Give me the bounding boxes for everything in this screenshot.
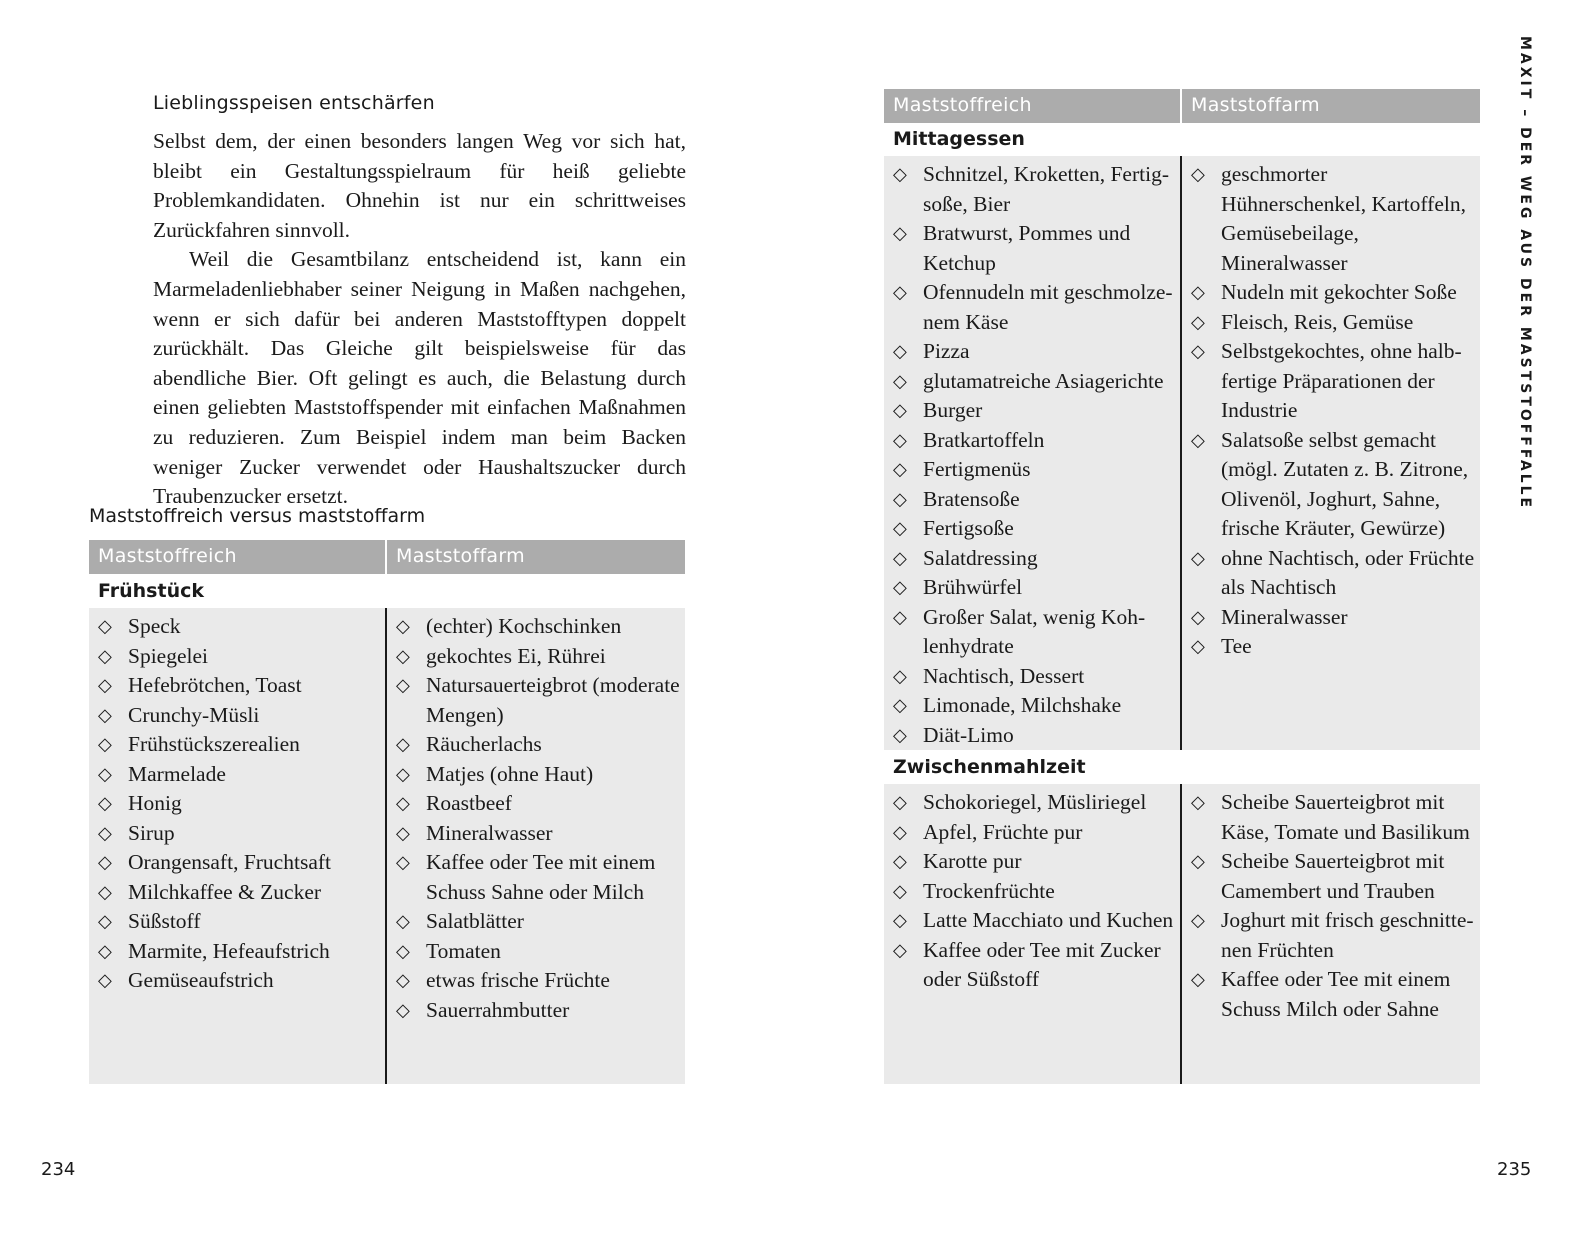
diamond-bullet-icon: ◇	[98, 616, 112, 636]
list-item	[98, 937, 380, 967]
diamond-bullet-icon: ◇	[98, 911, 112, 931]
list-item	[98, 789, 380, 819]
list-item-text: Mineralwasser	[1221, 604, 1348, 629]
header-poor: Maststoffarm	[396, 545, 525, 567]
list-item-text: Speck	[128, 614, 181, 638]
list-item	[98, 701, 380, 731]
list-item	[893, 721, 1175, 751]
list-item	[98, 848, 380, 878]
diamond-bullet-icon: ◇	[893, 939, 907, 960]
list-item	[396, 642, 682, 672]
list-item-text: Fleisch, Reis, Gemüse	[1221, 309, 1414, 334]
list-item	[396, 671, 682, 730]
list-item-text: glutamatreiche Asiagerichte	[923, 368, 1164, 393]
diamond-bullet-icon: ◇	[98, 881, 112, 902]
list-item-text: Großer Salat, wenig Koh-lenhydrate	[923, 604, 1146, 658]
list-item-text: geschmorter Hühnerschenkel, Kartoffeln, Gemüsebeilage, Mineralwasser	[1221, 162, 1466, 275]
list-item	[893, 219, 1175, 278]
diamond-bullet-icon: ◇	[396, 616, 410, 636]
diamond-bullet-icon: ◇	[98, 940, 112, 961]
diamond-bullet-icon: ◇	[98, 734, 112, 754]
list-item-text: Joghurt mit frisch geschnitte-nen Früchten	[1221, 908, 1474, 962]
list-item	[1191, 965, 1477, 1024]
list-item	[893, 847, 1175, 877]
list-item	[1191, 337, 1477, 426]
list-item-text: Orangensaft, Fruchtsaft	[128, 850, 331, 874]
diamond-bullet-icon: ◇	[396, 911, 410, 931]
list-item	[893, 278, 1175, 337]
intro-heading: Lieblingsspeisen entschärfen	[153, 92, 435, 114]
list-item-text: Sauerrahmbutter	[426, 997, 570, 1022]
list-item-text: Schnitzel, Kroketten, Fertig-soße, Bier	[923, 162, 1169, 216]
diamond-bullet-icon: ◇	[396, 675, 410, 695]
header-rich: Maststoffreich	[893, 94, 1032, 116]
list-item-text: Selbstgekochtes, ohne halb-fertige Präparationen der Industrie	[1221, 339, 1462, 422]
list-poor-mittagessen	[1191, 160, 1477, 662]
diamond-bullet-icon: ◇	[396, 793, 410, 813]
list-item	[98, 878, 380, 908]
list-item-text: Limonade, Milchshake	[923, 693, 1122, 717]
diamond-bullet-icon: ◇	[893, 547, 907, 568]
list-item	[396, 966, 682, 996]
list-item-text: Bratensoße	[923, 486, 1020, 511]
list-item-text: Räucherlachs	[426, 732, 542, 756]
list-item	[98, 907, 380, 937]
list-item	[1191, 788, 1477, 847]
list-item	[1191, 160, 1477, 278]
diamond-bullet-icon: ◇	[396, 763, 410, 784]
list-item-text: Schokoriegel, Müsliriegel	[923, 790, 1147, 814]
section-block-mittagessen	[884, 156, 1480, 750]
diamond-bullet-icon: ◇	[98, 704, 112, 725]
diamond-bullet-icon: ◇	[1191, 429, 1205, 450]
list-item	[1191, 906, 1477, 965]
list-item-text: Crunchy-Müsli	[128, 702, 260, 727]
list-item	[396, 730, 682, 760]
diamond-bullet-icon: ◇	[1191, 851, 1205, 871]
list-item-text: Matjes (ohne Haut)	[426, 761, 594, 786]
section-block-zwischenmahlzeit	[884, 784, 1480, 1084]
list-item	[893, 514, 1175, 544]
list-item	[893, 603, 1175, 662]
list-item-text: ohne Nachtisch, oder Früchte als Nachtisch	[1221, 545, 1475, 599]
list-item-text: Marmite, Hefeaufstrich	[128, 938, 330, 963]
list-item-text: Kaffee oder Tee mit Zucker oder Süßstoff	[923, 937, 1161, 991]
list-item-text: Fertigmenüs	[923, 457, 1031, 481]
list-item-text: Ofennudeln mit geschmolze-nem Käse	[923, 280, 1173, 334]
table-header	[884, 89, 1480, 123]
diamond-bullet-icon: ◇	[1191, 606, 1205, 627]
table-right	[884, 89, 1480, 1084]
diamond-bullet-icon: ◇	[1191, 636, 1205, 656]
list-item-text: Bratkartoffeln	[923, 427, 1045, 452]
list-item-text: Tomaten	[426, 938, 501, 963]
list-item	[893, 877, 1175, 907]
list-poor-zwischenmahlzeit	[1191, 788, 1477, 1024]
diamond-bullet-icon: ◇	[1191, 282, 1205, 302]
list-item	[893, 426, 1175, 456]
diamond-bullet-icon: ◇	[1191, 547, 1205, 568]
list-item-text: Gemüseaufstrich	[128, 968, 274, 992]
intro-body	[153, 127, 686, 512]
diamond-bullet-icon: ◇	[893, 370, 907, 391]
list-item	[396, 760, 682, 790]
list-item-text: Honig	[128, 791, 182, 815]
diamond-bullet-icon: ◇	[98, 763, 112, 784]
list-item-text: Spiegelei	[128, 643, 209, 668]
list-item-text: Bratwurst, Pommes und Ketchup	[923, 221, 1131, 275]
diamond-bullet-icon: ◇	[1191, 969, 1205, 989]
list-item-text: Pizza	[923, 339, 970, 363]
list-item	[396, 819, 682, 849]
column-divider	[385, 608, 387, 1084]
diamond-bullet-icon: ◇	[1191, 341, 1205, 361]
diamond-bullet-icon: ◇	[396, 645, 410, 666]
section-label-fruehstueck: Frühstück	[98, 580, 205, 602]
list-item-text: Apfel, Früchte pur	[923, 819, 1083, 844]
diamond-bullet-icon: ◇	[893, 429, 907, 450]
diamond-bullet-icon: ◇	[893, 695, 907, 715]
diamond-bullet-icon: ◇	[98, 645, 112, 666]
list-item-text: Brühwürfel	[923, 575, 1023, 599]
column-divider	[1180, 784, 1182, 1084]
diamond-bullet-icon: ◇	[893, 577, 907, 597]
list-item-text: Roastbeef	[426, 791, 512, 815]
list-item-text: Salatdressing	[923, 545, 1038, 570]
paragraph-1: Selbst dem, der einen besonders langen Weg vor sich hat, bleibt ein Gestaltungsspielraum für heiß geliebte Problemkandidaten. Ohnehin ist nur ein schrittweises Zurückfahren sinnvoll.	[153, 129, 686, 242]
list-item-text: Salatsoße selbst gemacht (mögl. Zutaten z. B. Zitrone, Olivenöl, Joghurt, Sahne, frische Kräuter, Gewürze)	[1221, 427, 1469, 540]
list-item	[893, 396, 1175, 426]
list-item	[893, 906, 1175, 936]
diamond-bullet-icon: ◇	[98, 822, 112, 843]
diamond-bullet-icon: ◇	[893, 910, 907, 930]
list-item	[1191, 426, 1477, 544]
list-item	[893, 485, 1175, 515]
section-block-fruehstueck	[89, 608, 685, 1084]
list-item-text: Frühstückszerealien	[128, 732, 300, 756]
list-item	[893, 337, 1175, 367]
list-item-text: Süßstoff	[128, 909, 201, 933]
table-header	[89, 540, 685, 574]
list-rich-fruehstueck	[98, 612, 380, 996]
diamond-bullet-icon: ◇	[893, 792, 907, 812]
list-item	[98, 966, 380, 996]
diamond-bullet-icon: ◇	[396, 970, 410, 990]
diamond-bullet-icon: ◇	[1191, 792, 1205, 812]
paragraph-2: Weil die Gesamtbilanz entscheidend ist, kann ein Marmeladenliebhaber seiner Neigung in Maßen nachgehen, wenn er sich dafür bei anderen Maststofftypen doppelt zurückhält. Das Gleiche gilt beispielsweise für das abendliche Bier. Oft gelingt es auch, die Belastung durch einen geliebten Maststoffspender mit einfachen Maßnahmen zu reduzieren. Zum Beispiel indem man beim Backen weniger Zucker verwendet oder Haushaltszucker durch Traubenzucker ersetzt.	[153, 247, 686, 509]
list-item-text: Latte Macchiato und Kuchen	[923, 908, 1174, 932]
list-item	[893, 936, 1175, 995]
list-item	[98, 730, 380, 760]
list-item	[1191, 308, 1477, 338]
list-item-text: gekochtes Ei, Rührei	[426, 643, 606, 668]
diamond-bullet-icon: ◇	[893, 606, 907, 627]
list-item-text: Karotte pur	[923, 849, 1022, 873]
diamond-bullet-icon: ◇	[98, 970, 112, 990]
page-number-right: 235	[1497, 1159, 1532, 1180]
diamond-bullet-icon: ◇	[396, 822, 410, 843]
diamond-bullet-icon: ◇	[893, 488, 907, 509]
list-item	[98, 612, 380, 642]
diamond-bullet-icon: ◇	[893, 724, 907, 745]
list-item-text: Fertigsoße	[923, 516, 1014, 540]
list-item	[396, 789, 682, 819]
list-item-text: Scheibe Sauerteigbrot mit Käse, Tomate und Basilikum	[1221, 790, 1470, 844]
diamond-bullet-icon: ◇	[893, 341, 907, 361]
list-item-text: etwas frische Früchte	[426, 968, 610, 992]
list-item-text: Milchkaffee & Zucker	[128, 879, 322, 904]
diamond-bullet-icon: ◇	[893, 821, 907, 842]
page-number-left: 234	[41, 1159, 76, 1180]
header-rich: Maststoffreich	[98, 545, 237, 567]
list-item-text: Sirup	[128, 820, 175, 845]
header-separator	[1180, 89, 1182, 123]
list-item	[893, 160, 1175, 219]
list-item-text: Scheibe Sauerteigbrot mit Camembert und Trauben	[1221, 849, 1445, 903]
diamond-bullet-icon: ◇	[396, 999, 410, 1020]
list-item-text: Marmelade	[128, 761, 226, 786]
diamond-bullet-icon: ◇	[98, 793, 112, 813]
list-item	[396, 907, 682, 937]
list-item-text: Mineralwasser	[426, 820, 553, 845]
diamond-bullet-icon: ◇	[1191, 910, 1205, 930]
table-title: Maststoffreich versus maststoffarm	[89, 505, 426, 527]
list-item	[396, 848, 682, 907]
header-poor: Maststoffarm	[1191, 94, 1320, 116]
section-label-zwischenmahlzeit: Zwischenmahlzeit	[893, 756, 1086, 778]
list-poor-fruehstueck	[396, 612, 682, 1025]
diamond-bullet-icon: ◇	[893, 880, 907, 901]
list-item	[396, 996, 682, 1026]
diamond-bullet-icon: ◇	[1191, 311, 1205, 332]
list-rich-mittagessen	[893, 160, 1175, 750]
list-item	[893, 573, 1175, 603]
list-item	[893, 788, 1175, 818]
list-item-text: Trockenfrüchte	[923, 878, 1055, 903]
list-item-text: Tee	[1221, 634, 1252, 658]
list-item-text: (echter) Kochschinken	[426, 614, 622, 638]
list-item	[98, 642, 380, 672]
list-item-text: Diät-Limo	[923, 722, 1014, 747]
list-item	[1191, 603, 1477, 633]
list-item	[1191, 278, 1477, 308]
diamond-bullet-icon: ◇	[893, 459, 907, 479]
diamond-bullet-icon: ◇	[893, 223, 907, 243]
diamond-bullet-icon: ◇	[396, 940, 410, 961]
diamond-bullet-icon: ◇	[893, 164, 907, 184]
diamond-bullet-icon: ◇	[893, 665, 907, 686]
list-item	[98, 671, 380, 701]
diamond-bullet-icon: ◇	[98, 675, 112, 695]
diamond-bullet-icon: ◇	[396, 734, 410, 754]
list-item-text: Nachtisch, Dessert	[923, 663, 1085, 688]
list-item-text: Hefebrötchen, Toast	[128, 673, 302, 697]
diamond-bullet-icon: ◇	[1191, 164, 1205, 184]
list-item-text: Nudeln mit gekochter Soße	[1221, 280, 1457, 304]
list-item	[396, 612, 682, 642]
list-item-text: Kaffee oder Tee mit einem Schuss Sahne oder Milch	[426, 850, 656, 904]
list-item	[98, 760, 380, 790]
list-item	[893, 455, 1175, 485]
list-item	[98, 819, 380, 849]
header-separator	[385, 540, 387, 574]
diamond-bullet-icon: ◇	[893, 851, 907, 871]
column-divider	[1180, 156, 1182, 750]
diamond-bullet-icon: ◇	[893, 282, 907, 302]
list-item	[893, 818, 1175, 848]
diamond-bullet-icon: ◇	[98, 852, 112, 872]
table-left	[89, 540, 685, 1084]
list-item-text: Salatblätter	[426, 909, 524, 933]
running-head: MAXIT – DER WEG AUS DER MASTSTOFFFALLE	[1517, 36, 1533, 511]
section-label-mittagessen: Mittagessen	[893, 128, 1025, 150]
list-item	[1191, 544, 1477, 603]
list-item	[893, 691, 1175, 721]
list-item-text: Natursauerteigbrot (moderate Mengen)	[426, 673, 680, 727]
diamond-bullet-icon: ◇	[396, 852, 410, 872]
list-item	[396, 937, 682, 967]
list-item	[893, 544, 1175, 574]
list-item	[1191, 847, 1477, 906]
list-item-text: Kaffee oder Tee mit einem Schuss Milch oder Sahne	[1221, 967, 1451, 1021]
diamond-bullet-icon: ◇	[893, 518, 907, 538]
list-rich-zwischenmahlzeit	[893, 788, 1175, 995]
list-item	[893, 662, 1175, 692]
list-item	[1191, 632, 1477, 662]
diamond-bullet-icon: ◇	[893, 400, 907, 420]
list-item	[893, 367, 1175, 397]
list-item-text: Burger	[923, 398, 983, 422]
